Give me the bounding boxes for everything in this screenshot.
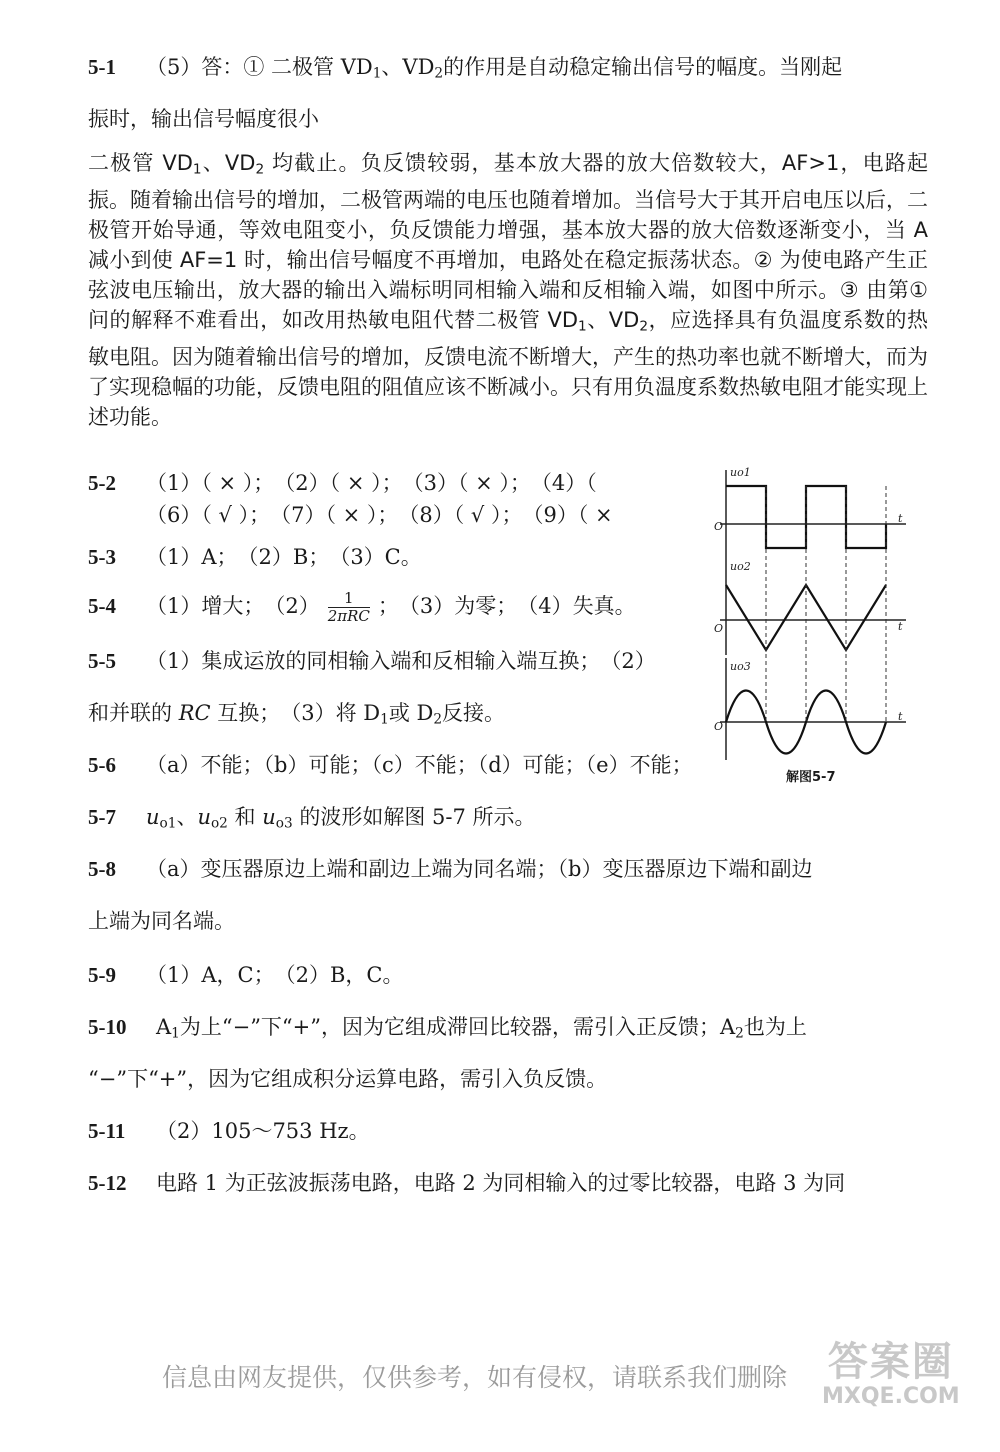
uo1-origin: O	[714, 520, 724, 533]
watermark-url: MXQE.COM	[822, 1384, 960, 1409]
item-number: 5-1	[88, 55, 116, 79]
item-5-5: 5-5 （1）集成运放的同相输入端和反相输入端互换； （2）	[88, 649, 656, 673]
uo2-label: uo2	[730, 560, 751, 573]
uo3-origin: O	[714, 720, 724, 733]
item-5-1: 5-1 （5）答：① 二极管 $VD_1$、$VD_2$的作用是自动稳定输出信号的幅度。当刚起	[88, 52, 842, 88]
item-5-1-cont: 振时，输出信号幅度很小	[88, 107, 319, 131]
site-watermark	[822, 1340, 960, 1410]
item-5-8: 5-8 （a）变压器原边上端和副边上端为同名端；（b）变压器原边下端和副边	[88, 857, 813, 881]
item-5-3: 5-3 （1）A； （2）B； （3）C。	[88, 545, 422, 569]
item-5-2-row2: （6）（ √ ）； （7）（ × ）； （8）（ √ ）； （9）（ ×	[146, 503, 613, 527]
item-5-10-cont: “−”下“+”，因为它组成积分运算电路，需引入负反馈。	[88, 1067, 608, 1091]
explanation-paragraph: 二极管 $VD_1$、$VD_2$ 均截止。负反馈较弱，基本放大器的放大倍数较大，AF>1，电路起振。随着输出信号的增加，二极管两端的电压也随着增加。当信号大于其开启电压以后，二极管开始导通，等效电阻变小，负反馈能力增强，基本放大器的放大倍数逐渐变小，当 A 减小到使 AF=1 时，输出信号幅度不再增加，电路处在稳定振荡状态。② 为使电路产生正弦波电压输出，放大器的输出入端标明同相输入端和反相输入端，如图中所示。③ 由第①问的解释不难看出，如改用热敏电阻代替二极管 $VD_1$、$VD_2$，应选择具有负温度系数的热敏电阻。因为随着输出信号的增加，反馈电流不断增大，产生的热功率也就不断增大，而为了实现稳幅的功能，反馈电阻的阻值应该不断减小。只有用负温度系数热敏电阻才能实现上述功能。	[88, 151, 929, 430]
footer-notice: 信息由网友提供，仅供参考，如有侵权，请联系我们删除	[162, 1363, 788, 1392]
waveform-svg	[706, 460, 906, 790]
formula-fraction: $\frac{1}{\text{2πRC}}$	[327, 589, 370, 625]
uo2-origin: O	[714, 622, 724, 635]
uo3-label: uo3	[730, 660, 751, 673]
waveform-figure	[706, 460, 906, 790]
item-5-8-cont: 上端为同名端。	[88, 909, 235, 933]
watermark-logo: 答案圈	[827, 1339, 954, 1385]
uo1-label: uo1	[730, 466, 751, 479]
uo2-t-label: t	[898, 620, 903, 633]
item-5-10: 5-10 $A_1$为上“−”下“+”，因为它组成滞回比较器，需引入正反馈；$A_2$也为上	[88, 1015, 807, 1042]
item-5-4: 5-4 （1）增大； （2） $\frac{1}{\text{2πRC}}$ ； （3）为零； （4）失真。	[88, 589, 636, 625]
item-5-5-cont: 和并联的 RC 互换； （3）将 $D_1$或 $D_2$反接。	[88, 701, 506, 728]
uo1-t-label: t	[898, 512, 903, 525]
item-5-7: 5-7 $u_{o1}$、$u_{o2}$ 和 $u_{o3}$ 的波形如解图 5-7 所示。	[88, 805, 536, 832]
item-5-12: 5-12 电路 1 为正弦波振荡电路，电路 2 为同相输入的过零比较器，电路 3 为同	[88, 1171, 846, 1195]
figure-caption: 解图5-7	[786, 770, 836, 785]
item-5-11: 5-11 （2）105～753 Hz。	[88, 1119, 370, 1143]
item-5-2: 5-2 （1）（ × ）； （2）（ × ）； （3）（ × ）； （4）（	[88, 471, 597, 495]
uo3-t-label: t	[898, 710, 903, 723]
item-5-6: 5-6 （a）不能；（b）可能；（c）不能；（d）可能；（e）不能；	[88, 753, 693, 777]
item-5-9: 5-9 （1）A，C； （2）B，C。	[88, 963, 404, 987]
